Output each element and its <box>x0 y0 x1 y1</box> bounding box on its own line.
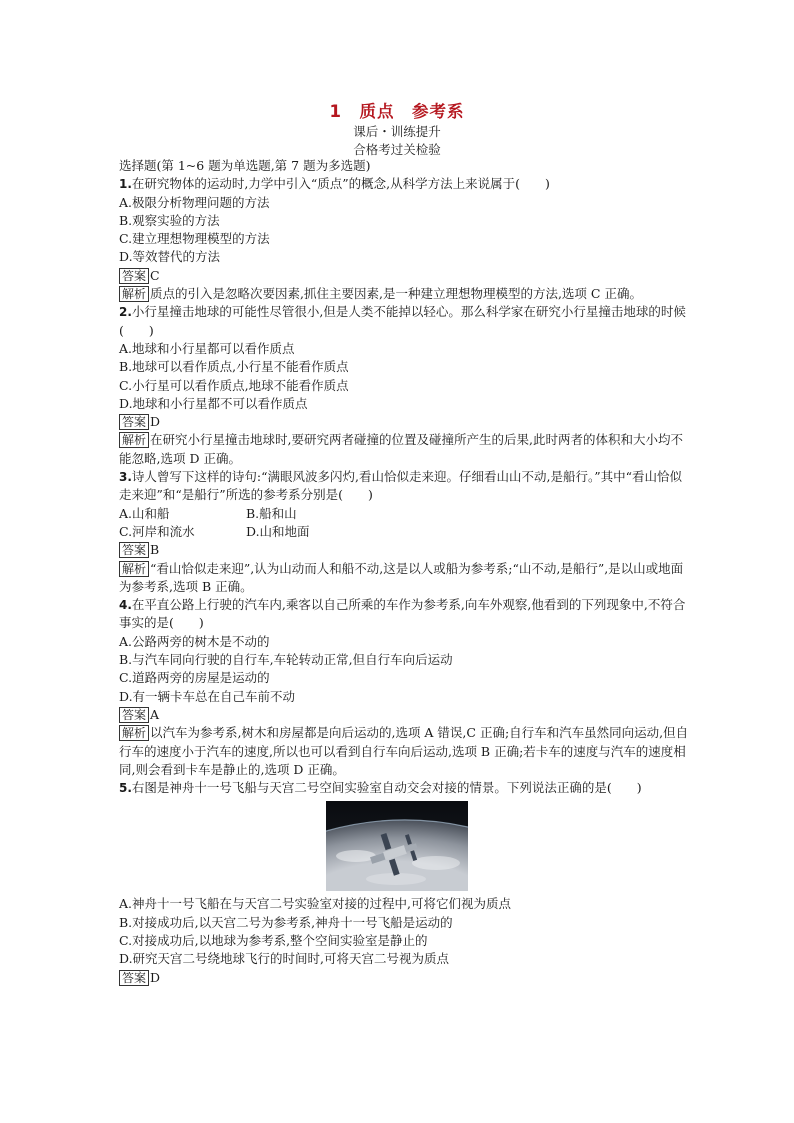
analysis-line <box>119 560 689 597</box>
option: C.建立理想物理模型的方法 <box>119 231 270 247</box>
answer-line <box>119 413 689 431</box>
section-subtitle-2: 合格考过关检验 <box>353 142 441 157</box>
option-row <box>119 523 689 541</box>
section-intro: 选择题(第 1~6 题为单选题,第 7 题为多选题) <box>119 158 371 173</box>
answer-value: C <box>150 267 160 283</box>
analysis-label: 解析 <box>119 286 149 302</box>
analysis-label: 解析 <box>119 561 149 577</box>
answer-value: A <box>150 706 160 722</box>
option: A.神舟十一号飞船在与天宫二号实验室对接的过程中,可将它们视为质点 <box>119 896 511 912</box>
answer-label: 答案 <box>119 707 149 723</box>
option: A.极限分析物理问题的方法 <box>119 194 270 210</box>
option: A.公路两旁的树木是不动的 <box>119 633 270 649</box>
answer-line <box>119 706 689 724</box>
option: D.等效替代的方法 <box>119 249 221 265</box>
option: C.小行星可以看作质点,地球不能看作质点 <box>119 377 349 393</box>
analysis-text: “看山恰似走来迎”,认为山动而人和船不动,这是以人或船为参考系;“山不动,是船行”,是以山或地面为参考系,选项 B 正确。 <box>119 560 684 594</box>
answer-label: 答案 <box>119 268 149 284</box>
analysis-line <box>119 285 689 303</box>
answer-value: D <box>150 969 161 985</box>
option: B.与汽车同向行驶的自行车,车轮转动正常,但自行车向后运动 <box>119 652 453 668</box>
page-title: 1 质点 参考系 <box>329 102 465 121</box>
question-stem: 4.在平直公路上行驶的汽车内,乘客以自己所乘的车作为参考系,向车外观察,他看到的下列现象中,不符合事实的是( ) <box>119 597 686 631</box>
earth-orbit-image <box>326 801 468 891</box>
question-stem: 1.在研究物体的运动时,力学中引入“质点”的概念,从科学方法上来说属于( ) <box>119 176 550 192</box>
question-list <box>119 157 689 987</box>
option: C.道路两旁的房屋是运动的 <box>119 670 270 686</box>
option: B.船和山 <box>246 505 297 521</box>
answer-value: B <box>150 542 160 558</box>
option: D.山和地面 <box>246 523 310 539</box>
answer-label: 答案 <box>119 970 149 986</box>
answer-label: 答案 <box>119 414 149 430</box>
option: C.对接成功后,以地球为参考系,整个空间实验室是静止的 <box>119 932 428 948</box>
analysis-text: 以汽车为参考系,树木和房屋都是向后运动的,选项 A 错误,C 正确;自行车和汽车虽然同向运动,但自行车的速度小于汽车的速度,所以也可以看到自行车向后运动,选项 B 正确;若卡车的速度与汽车的速度相同,则会看到卡车是静止的,选项 D 正确。 <box>119 725 689 777</box>
option: B.观察实验的方法 <box>119 212 220 228</box>
answer-line <box>119 969 689 987</box>
question-stem: 5.右图是神舟十一号飞船与天宫二号空间实验室自动交会对接的情景。下列说法正确的是( ) <box>119 780 642 796</box>
option: D.有一辆卡车总在自己车前不动 <box>119 688 296 704</box>
option: A.山和船 <box>119 505 170 521</box>
spacecraft-docking-photo <box>326 801 468 891</box>
option: D.地球和小行星都不可以看作质点 <box>119 395 308 411</box>
option: D.研究天宫二号绕地球飞行的时间时,可将天宫二号视为质点 <box>119 951 450 967</box>
analysis-label: 解析 <box>119 725 149 741</box>
option-row <box>119 505 689 523</box>
option: C.河岸和流水 <box>119 523 195 539</box>
question-stem: 3.诗人曾写下这样的诗句:“满眼风波多闪灼,看山恰似走来迎。仔细看山山不动,是船行。”其中“看山恰似走来迎”和“是船行”所选的参考系分别是( ) <box>119 469 683 503</box>
question-stem: 2.小行星撞击地球的可能性尽管很小,但是人类不能掉以轻心。那么科学家在研究小行星撞击地球的时候( ) <box>119 304 686 338</box>
analysis-text: 质点的引入是忽略次要因素,抓住主要因素,是一种建立理想物理模型的方法,选项 C 正确。 <box>150 286 642 302</box>
answer-label: 答案 <box>119 542 149 558</box>
option: B.地球可以看作质点,小行星不能看作质点 <box>119 359 349 375</box>
option: B.对接成功后,以天宫二号为参考系,神舟十一号飞船是运动的 <box>119 914 453 930</box>
section-subtitle: 课后・训练提升 <box>353 124 441 139</box>
answer-line <box>119 267 689 285</box>
answer-value: D <box>150 414 161 430</box>
answer-line <box>119 541 689 559</box>
analysis-label: 解析 <box>119 432 149 448</box>
analysis-line <box>119 724 689 779</box>
analysis-line <box>119 431 689 468</box>
analysis-text: 在研究小行星撞击地球时,要研究两者碰撞的位置及碰撞所产生的后果,此时两者的体积和大小均不能忽略,选项 D 正确。 <box>119 432 683 466</box>
option: A.地球和小行星都可以看作质点 <box>119 340 295 356</box>
